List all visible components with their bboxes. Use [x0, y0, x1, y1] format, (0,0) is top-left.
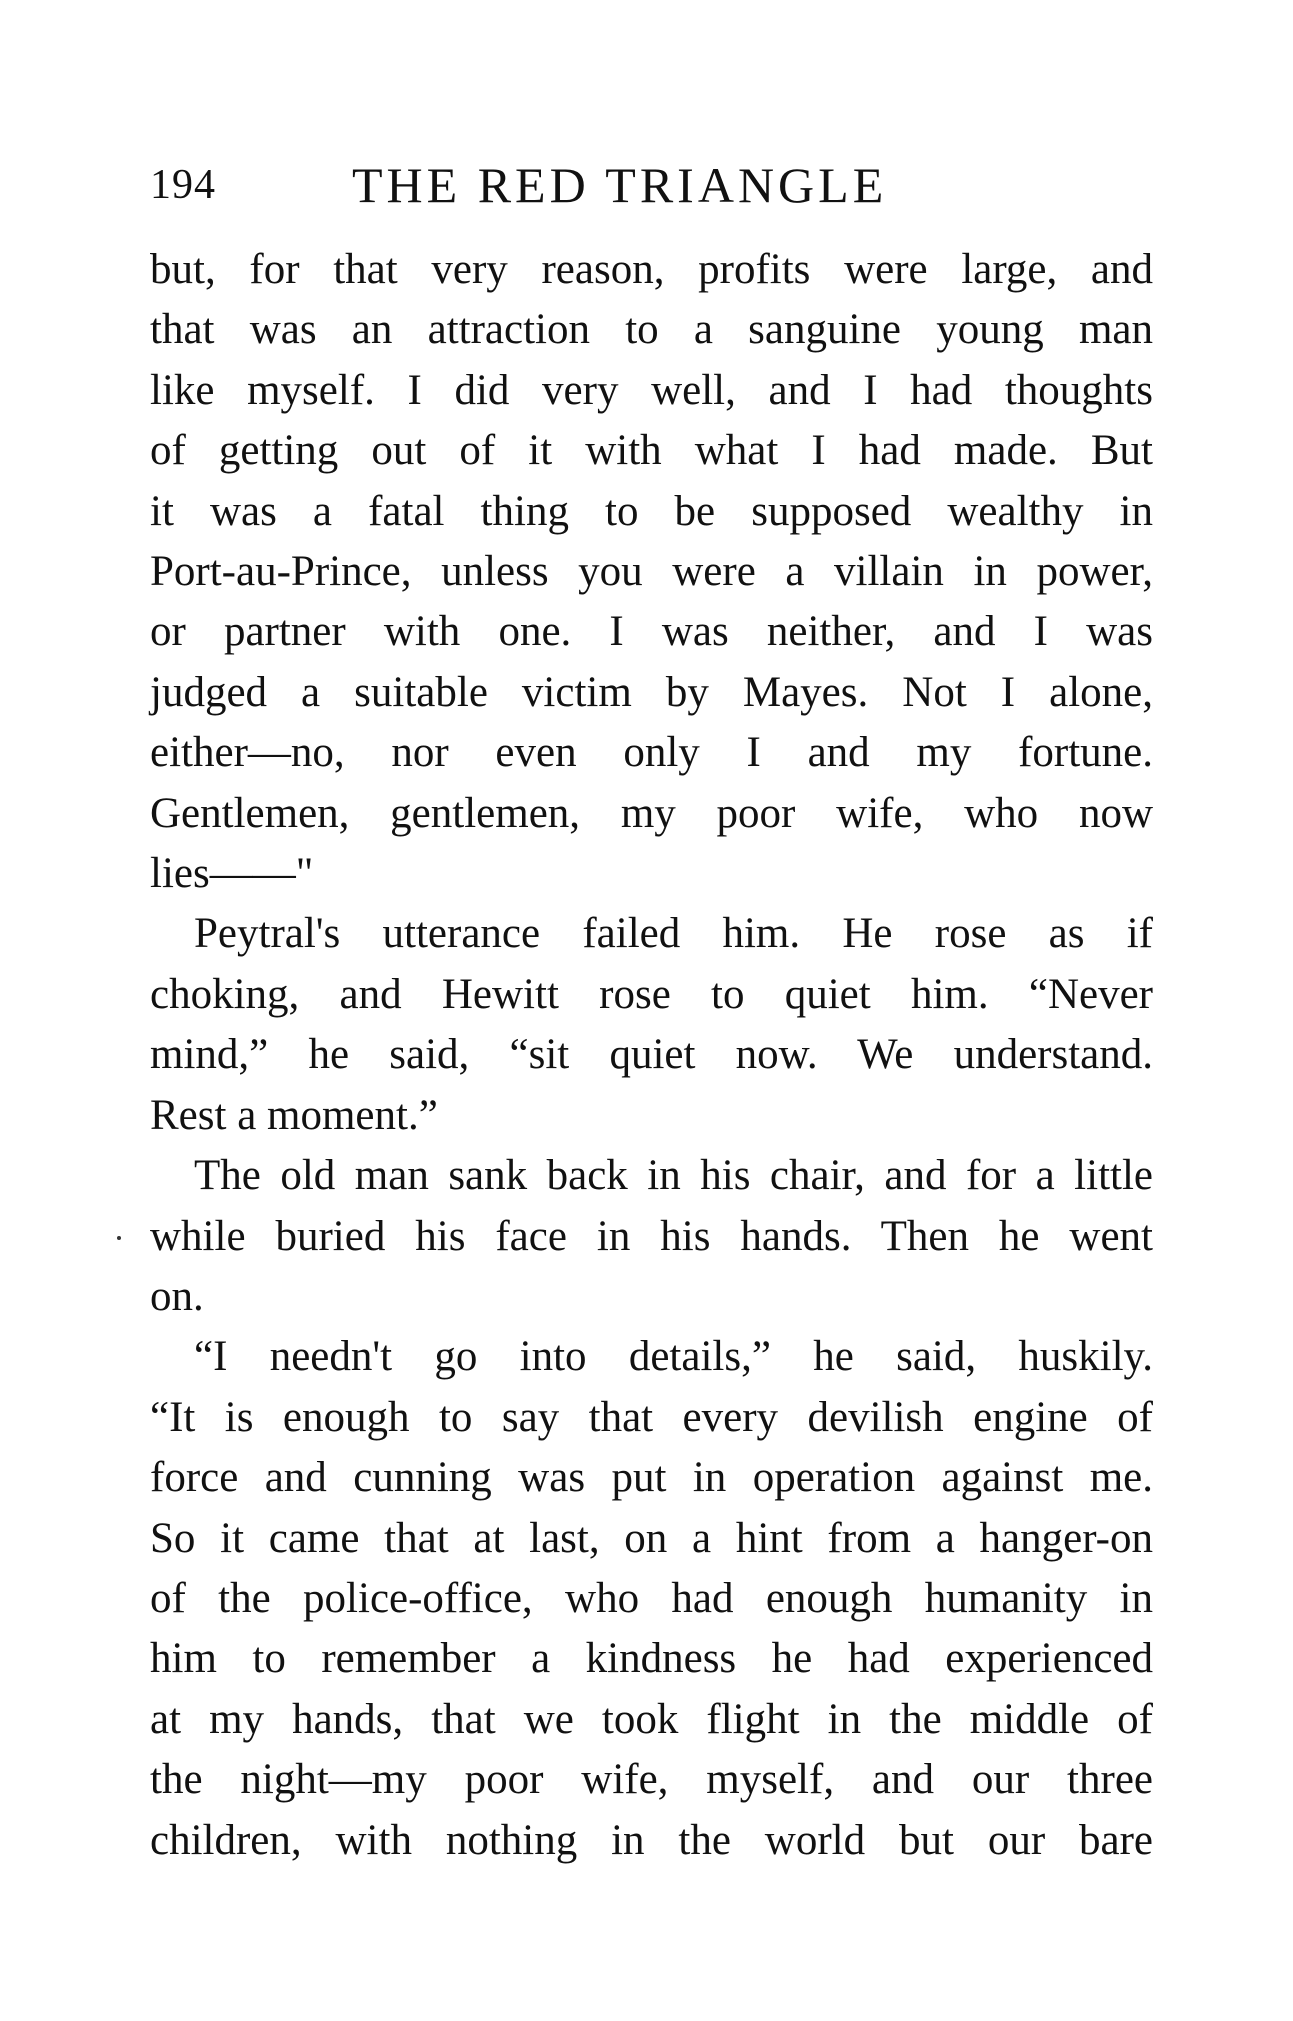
text-line: while buried his face in his hands. Then he went: [150, 1212, 1153, 1260]
scan-speck: [117, 1236, 121, 1240]
book-title: THE RED TRIANGLE: [352, 157, 888, 213]
text-line: or partner with one. I was neither, and I was: [150, 608, 1153, 656]
page-number: 194: [150, 162, 216, 208]
body-text: [150, 240, 1153, 1871]
text-line: on.: [150, 1272, 204, 1320]
text-line: like myself. I did very well, and I had thoughts: [150, 366, 1153, 414]
text-line: The old man sank back in his chair, and for a little: [194, 1152, 1153, 1200]
text-line: lies——": [150, 850, 314, 898]
text-line: So it came that at last, on a hint from a hanger-on: [150, 1514, 1153, 1562]
text-line: Port-au-Prince, unless you were a villain in power,: [150, 548, 1153, 596]
text-line: it was a fatal thing to be supposed wealthy in: [150, 487, 1153, 535]
running-head: [150, 150, 1150, 220]
text-line: “I needn't go into details,” he said, huskily.: [194, 1333, 1153, 1381]
text-line: Gentlemen, gentlemen, my poor wife, who now: [150, 789, 1153, 837]
text-line: the night—my poor wife, myself, and our three: [150, 1756, 1153, 1804]
paragraph-4: [150, 1327, 1153, 1871]
text-line: him to remember a kindness he had experienced: [150, 1635, 1153, 1683]
text-line: that was an attraction to a sanguine young man: [150, 306, 1153, 354]
text-line: children, with nothing in the world but our bare: [150, 1816, 1153, 1864]
text-line: “It is enough to say that every devilish engine of: [150, 1393, 1153, 1441]
text-line: of getting out of it with what I had made. But: [150, 427, 1153, 475]
text-line: force and cunning was put in operation against me.: [150, 1454, 1153, 1502]
text-line: choking, and Hewitt rose to quiet him. “Never: [150, 970, 1153, 1018]
text-line: of the police-office, who had enough humanity in: [150, 1574, 1153, 1622]
paragraph-3: [150, 1146, 1153, 1327]
text-line: Rest a moment.”: [150, 1091, 438, 1139]
text-line: but, for that very reason, profits were large, and: [150, 246, 1153, 293]
text-line: at my hands, that we took flight in the middle of: [150, 1695, 1153, 1743]
text-line: either—no, nor even only I and my fortune.: [150, 729, 1153, 777]
text-line: Peytral's utterance failed him. He rose as if: [194, 910, 1153, 958]
paragraph-2: [150, 904, 1153, 1146]
text-line: judged a suitable victim by Mayes. Not I alone,: [150, 668, 1153, 716]
paragraph-1: [150, 240, 1153, 904]
text-line: mind,” he said, “sit quiet now. We understand.: [150, 1031, 1153, 1079]
